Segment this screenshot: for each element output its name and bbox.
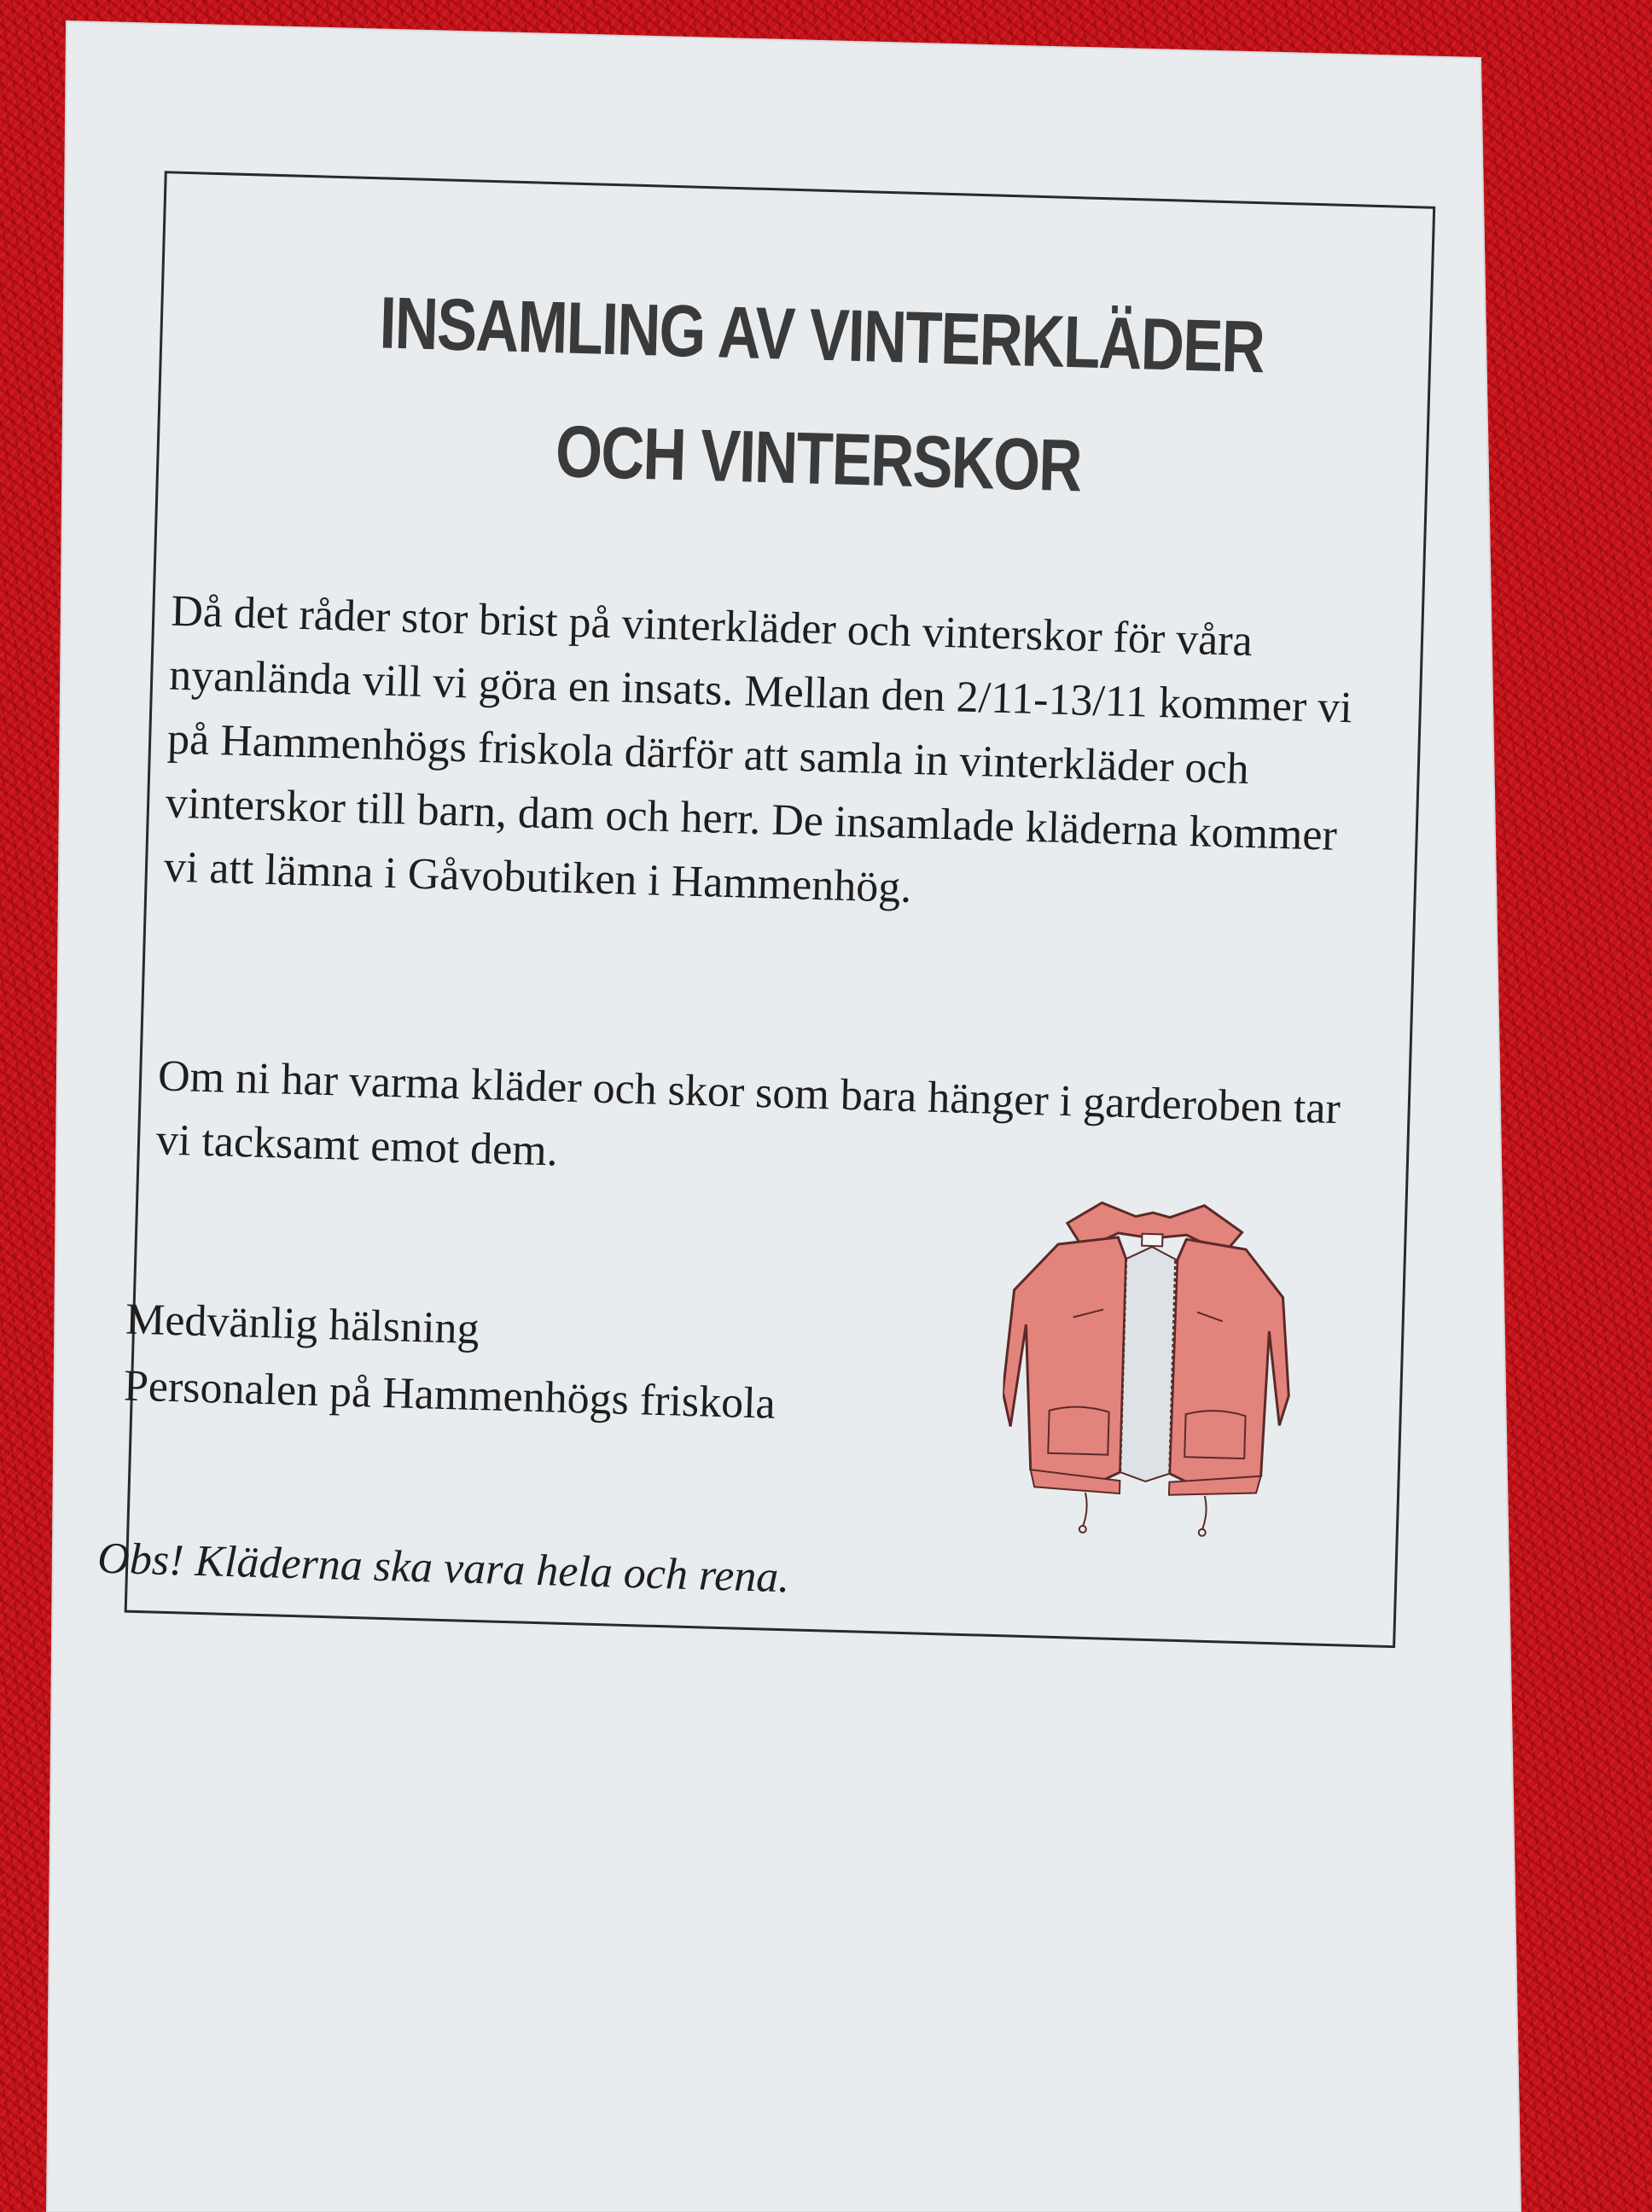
main-paragraph: Då det råder stor brist på vinterkläder och vinterskor för våra nyanlända vill vi göra en insats. Mellan den 2/11-13/11 kommer vi på Hammenhögs friskola därför att samla in vinterkläder och vinterskor till barn, dam och herr. De insamlade kläderna kommer vi att lämna i Gåvobutiken i Hammenhög. (163, 586, 1353, 912)
note: Obs! Kläderna ska vara hela och rena. (96, 1534, 791, 1603)
greeting: Medvänlig hälsning (125, 1295, 480, 1354)
title-line-2: OCH VINTERSKOR (554, 410, 1083, 508)
jacket-icon (999, 1196, 1299, 1545)
request-paragraph: Om ni har varma kläder och skor som bara hänger i garderoben tar vi tacksamt emot dem. (155, 1051, 1341, 1176)
title-line-1: INSAMLING AV VINTERKLÄDER (378, 282, 1265, 389)
signature: Personalen på Hammenhögs friskola (123, 1361, 777, 1429)
